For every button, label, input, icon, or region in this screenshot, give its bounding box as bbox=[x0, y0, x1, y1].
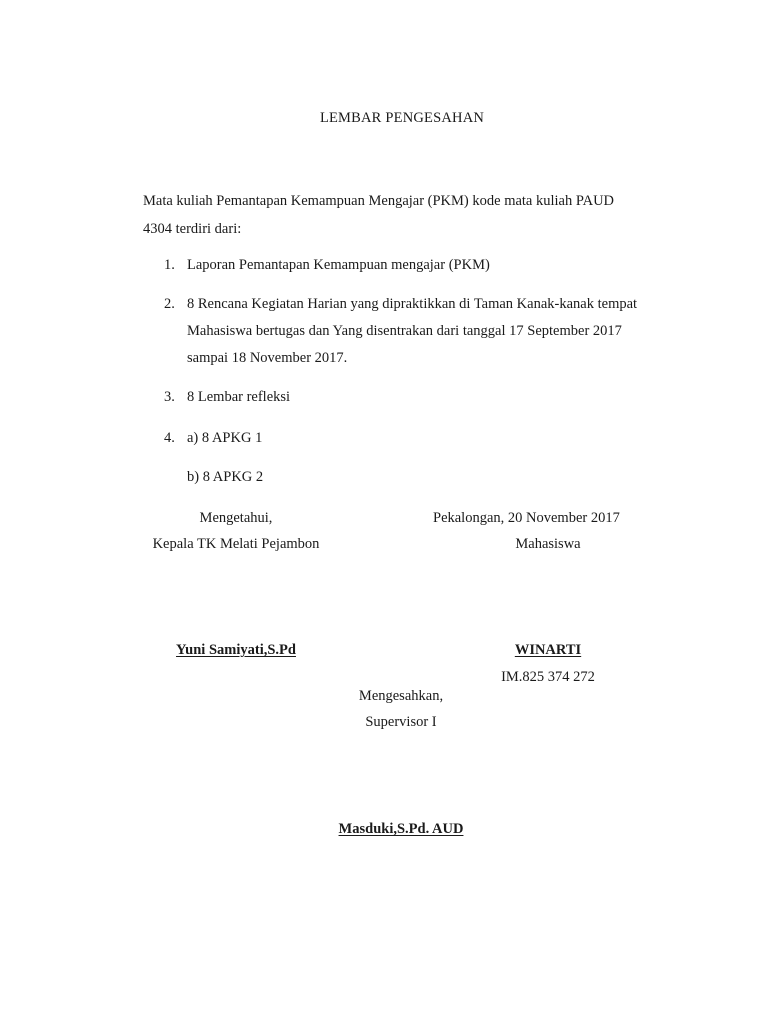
list-item-2-number: 2. bbox=[164, 296, 175, 312]
list-item-4-sub-b: b) 8 APKG 2 bbox=[187, 469, 264, 485]
left-sign-name: Yuni Samiyati,S.Pd bbox=[176, 642, 296, 658]
left-sign-label: Mengetahui, bbox=[199, 510, 273, 526]
right-sign-id: IM.825 374 272 bbox=[501, 669, 595, 685]
list-item-3-text: 8 Lembar refleksi bbox=[187, 389, 291, 405]
list-item-4-sub-a: a) 8 APKG 1 bbox=[187, 430, 263, 446]
right-sign-role: Mahasiswa bbox=[515, 536, 581, 552]
approval-label: Mengesahkan, bbox=[358, 688, 444, 704]
list-item-3-number: 3. bbox=[164, 389, 175, 405]
approval-role: Supervisor I bbox=[365, 714, 437, 730]
list-item-4-number: 4. bbox=[164, 430, 175, 446]
list-item-2-line-2: Mahasiswa bertugas dan Yang disentrakan dari tanggal 17 September 2017 bbox=[187, 323, 622, 339]
list-item-2-line-1: 8 Rencana Kegiatan Harian yang dipraktikkan di Taman Kanak-kanak tempat bbox=[187, 296, 638, 312]
intro-paragraph: Mata kuliah Pemantapan Kemampuan Mengajar (PKM) kode mata kuliah PAUD 4304 terdiri dari: bbox=[143, 193, 615, 237]
list-item-1-text: Laporan Pemantapan Kemampuan mengajar (PKM) bbox=[187, 257, 490, 273]
list-item-2-line-3: sampai 18 November 2017. bbox=[187, 350, 348, 366]
page-title: LEMBAR PENGESAHAN bbox=[319, 110, 485, 126]
right-sign-name: WINARTI bbox=[514, 642, 582, 658]
list-item-1-number: 1. bbox=[164, 257, 175, 273]
approval-name: Masduki,S.Pd. AUD bbox=[338, 821, 464, 837]
right-sign-place-date: Pekalongan, 20 November 2017 bbox=[433, 510, 620, 526]
left-sign-role: Kepala TK Melati Pejambon bbox=[152, 536, 320, 552]
